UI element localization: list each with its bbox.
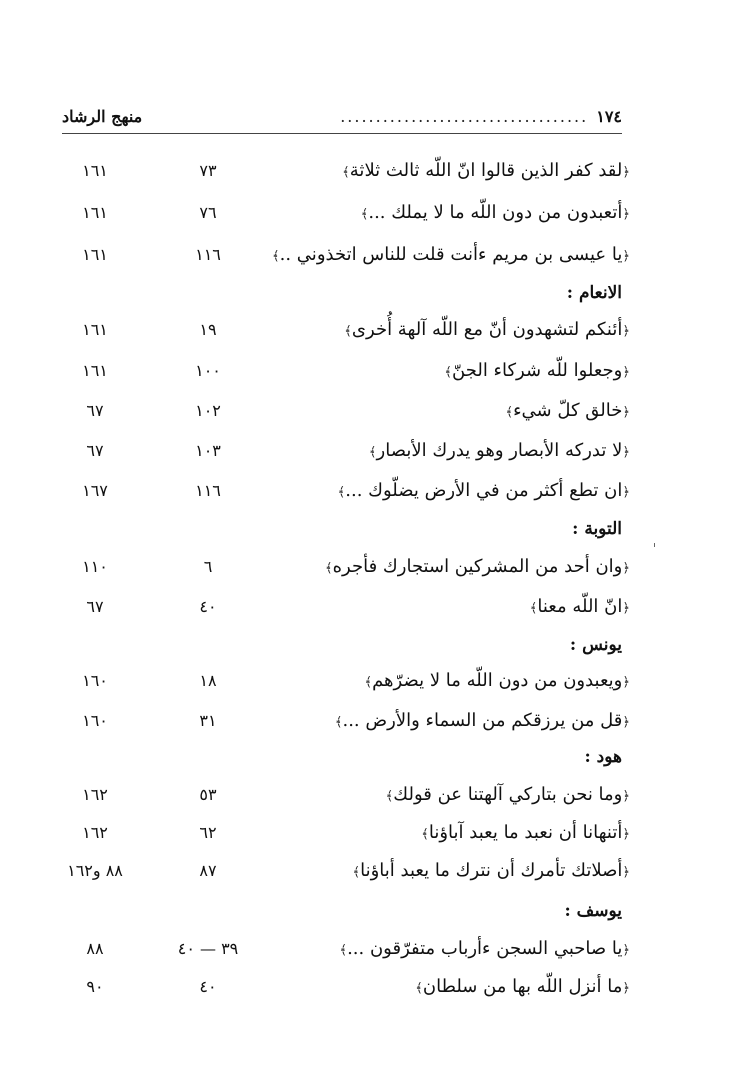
- index-row: [40, 356, 630, 386]
- page-reference: ١٦٠: [82, 711, 108, 730]
- ornate-bracket-close-icon: ﴾: [421, 827, 429, 842]
- ornate-bracket-open-icon: ﴿: [622, 601, 630, 616]
- ayah-number: ٧٣: [199, 161, 217, 180]
- verse-words: يا عيسى بن مريم ءأنت قلت للناس اتخذوني ..: [279, 244, 623, 265]
- verse-words: وما نحن بتاركي آلهتنا عن قولك: [393, 784, 623, 805]
- index-row: [40, 934, 630, 964]
- page-number: ١٧٤: [596, 106, 622, 126]
- page-reference: ١٦٢: [82, 823, 108, 842]
- ayah-number: ٦٢: [199, 823, 217, 842]
- ornate-bracket-close-icon: ﴾: [352, 865, 361, 880]
- index-row: [40, 666, 630, 696]
- page-reference: ١٦١: [82, 320, 108, 339]
- ornate-bracket-close-icon: ﴾: [344, 324, 352, 339]
- verse-text: [338, 476, 630, 508]
- ayah-number: ١١٦: [195, 481, 221, 500]
- ornate-bracket-open-icon: ﴿: [622, 365, 630, 380]
- margin-mark: [654, 543, 655, 547]
- verse-text: [339, 934, 630, 966]
- page-reference: ١٦١: [82, 361, 108, 380]
- ornate-bracket-close-icon: ﴾: [342, 165, 350, 180]
- header-rule: [62, 133, 622, 134]
- verse-text: [325, 552, 630, 584]
- ornate-bracket-close-icon: ﴾: [339, 943, 348, 958]
- page-reference: ٨٨: [86, 939, 104, 958]
- index-row: [40, 780, 630, 810]
- page-reference: ١٦١: [82, 203, 108, 222]
- ornate-bracket-close-icon: ﴾: [505, 405, 514, 420]
- verse-text: [421, 818, 630, 850]
- ayah-number: ٤٠: [199, 977, 217, 996]
- ayah-number: ٨٧: [199, 861, 217, 880]
- surah-heading: التوبة :: [572, 519, 622, 539]
- verse-words: ما أنزل اللّه بها من سلطان: [422, 976, 623, 997]
- ornate-bracket-close-icon: ﴾: [325, 561, 333, 576]
- verse-words: أتعبدون من دون اللّه ما لا يملك ...: [368, 202, 623, 223]
- index-row: [40, 198, 630, 228]
- verse-words: لقد كفر الذين قالوا انّ اللّه ثالث ثلاثة: [349, 160, 623, 181]
- index-row: [40, 592, 630, 622]
- surah-heading: يوسف :: [564, 901, 622, 921]
- verse-words: ويعبدون من دون اللّه ما لا يضرّهم: [372, 670, 623, 691]
- ornate-bracket-open-icon: ﴿: [622, 675, 630, 690]
- ornate-bracket-open-icon: ﴿: [622, 165, 630, 180]
- verse-text: [342, 156, 630, 188]
- verse-words: وان أحد من المشركين استجارك فأجره: [332, 556, 623, 577]
- verse-text: [386, 780, 630, 812]
- ornate-bracket-close-icon: ﴾: [415, 981, 423, 996]
- surah-heading: الانعام :: [566, 283, 622, 303]
- page-reference: ٨٨ و١٦٢: [67, 861, 123, 880]
- page-reference: ٦٧: [86, 441, 104, 460]
- page-reference: ٦٧: [86, 597, 104, 616]
- ayah-number: ٣١: [199, 711, 217, 730]
- verse-words: قل من يرزقكم من السماء والأرض ...: [342, 710, 623, 731]
- ornate-bracket-open-icon: ﴿: [622, 943, 630, 958]
- index-row: [40, 240, 630, 270]
- verse-text: [415, 972, 630, 1004]
- ornate-bracket-open-icon: ﴿: [622, 445, 630, 460]
- page-reference: ٩٠: [86, 977, 104, 996]
- verse-words: ان تطع أكثر من في الأرض يضلّوك ...: [345, 480, 623, 501]
- ornate-bracket-open-icon: ﴿: [622, 405, 630, 420]
- verse-words: وجعلوا للّه شركاء الجنّ: [452, 360, 623, 381]
- page-reference: ١٦٢: [82, 785, 108, 804]
- verse-text: [505, 396, 630, 428]
- running-header: [62, 101, 622, 131]
- index-row: [40, 476, 630, 506]
- page-reference: ١٦٠: [82, 671, 108, 690]
- surah-heading: يونس :: [569, 635, 622, 655]
- verse-words: خالق كلّ شيء: [513, 400, 623, 421]
- ornate-bracket-open-icon: ﴿: [622, 324, 630, 339]
- running-title: منهج الرشاد: [62, 106, 143, 126]
- ornate-bracket-open-icon: ﴿: [622, 981, 630, 996]
- ayah-number: ٧٦: [199, 203, 217, 222]
- ayah-number: ٤٠: [199, 597, 217, 616]
- ayah-number: ٣٩ — ٤٠: [177, 939, 239, 958]
- index-row: [40, 396, 630, 426]
- ornate-bracket-close-icon: ﴾: [368, 445, 377, 460]
- verse-words: انّ اللّه معنا: [537, 596, 623, 617]
- page-reference: ١١٠: [82, 557, 108, 576]
- index-row: [40, 856, 630, 886]
- verse-text: [361, 198, 630, 230]
- ornate-bracket-close-icon: ﴾: [360, 207, 369, 222]
- verse-text: [344, 315, 630, 347]
- ornate-bracket-close-icon: ﴾: [334, 715, 343, 730]
- index-row: [40, 552, 630, 582]
- index-row: [40, 315, 630, 345]
- dot-leader: ...................................: [340, 106, 589, 126]
- ayah-number: ١٩: [199, 320, 217, 339]
- ayah-number: ٦: [203, 557, 213, 576]
- index-row: [40, 818, 630, 848]
- ayah-number: ١٨: [199, 671, 217, 690]
- ornate-bracket-open-icon: ﴿: [622, 561, 630, 576]
- verse-text: [444, 356, 630, 388]
- index-row: [40, 706, 630, 736]
- verse-words: أئنكم لتشهدون أنّ مع اللّه آلهة أُخرى: [351, 319, 623, 340]
- page-reference: ١٦١: [82, 161, 108, 180]
- verse-text: [353, 856, 631, 888]
- ornate-bracket-close-icon: ﴾: [529, 601, 538, 616]
- page-reference: ٦٧: [86, 401, 104, 420]
- ayah-number: ١٠٣: [195, 441, 221, 460]
- page-reference: ١٦٧: [82, 481, 108, 500]
- ornate-bracket-close-icon: ﴾: [444, 365, 453, 380]
- ornate-bracket-open-icon: ﴿: [622, 865, 630, 880]
- ornate-bracket-open-icon: ﴿: [622, 485, 630, 500]
- verse-text: [364, 666, 630, 698]
- ornate-bracket-open-icon: ﴿: [622, 827, 630, 842]
- page-reference: ١٦١: [82, 245, 108, 264]
- ayah-number: ٥٣: [199, 785, 217, 804]
- ornate-bracket-open-icon: ﴿: [622, 249, 630, 264]
- ornate-bracket-close-icon: ﴾: [364, 675, 373, 690]
- verse-words: أتنهانا أن نعبد ما يعبد آباؤنا: [428, 822, 623, 843]
- ornate-bracket-open-icon: ﴿: [622, 207, 630, 222]
- index-row: [40, 436, 630, 466]
- ornate-bracket-open-icon: ﴿: [622, 715, 630, 730]
- verse-text: [272, 240, 630, 272]
- verse-text: [369, 436, 630, 468]
- ayah-number: ١٠٠: [195, 361, 221, 380]
- verse-text: [335, 706, 630, 738]
- surah-heading: هود :: [584, 747, 622, 767]
- ornate-bracket-close-icon: ﴾: [385, 789, 394, 804]
- index-row: [40, 972, 630, 1002]
- index-row: [40, 156, 630, 186]
- verse-words: لا تدركه الأبصار وهو يدرك الأبصار: [376, 440, 623, 461]
- ayah-number: ١٠٢: [195, 401, 221, 420]
- verse-words: أصلاتك تأمرك أن نترك ما يعبد أباؤنا: [360, 860, 623, 881]
- ornate-bracket-close-icon: ﴾: [272, 249, 280, 264]
- ornate-bracket-close-icon: ﴾: [337, 485, 346, 500]
- ornate-bracket-open-icon: ﴿: [622, 789, 630, 804]
- ayah-number: ١١٦: [195, 245, 221, 264]
- verse-text: [530, 592, 630, 624]
- verse-words: يا صاحبي السجن ءأرباب متفرّقون ...: [347, 938, 623, 959]
